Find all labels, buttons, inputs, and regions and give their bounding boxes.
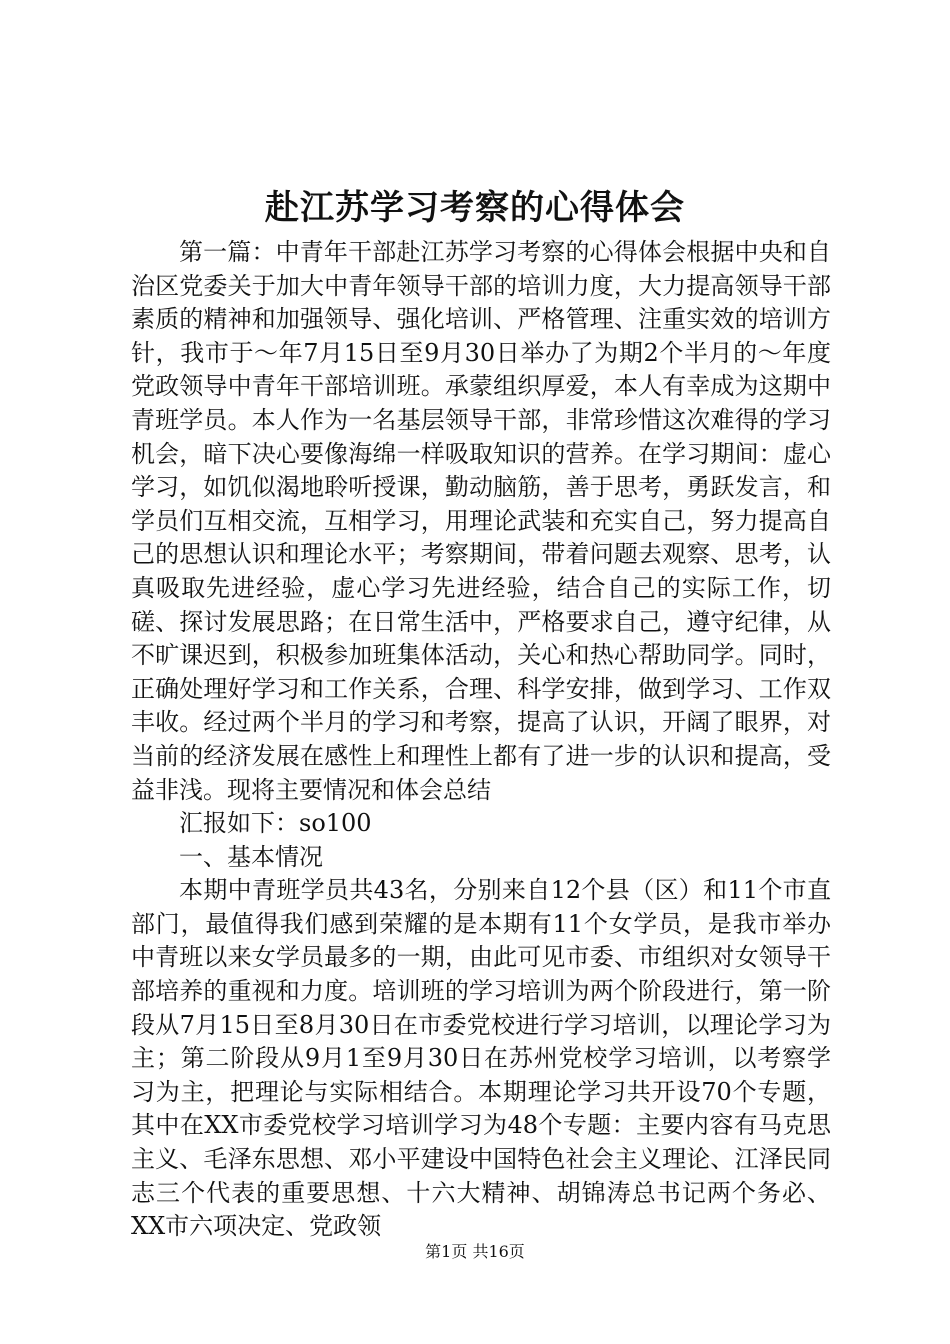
page-number-footer: 第1页 共16页 <box>425 1242 525 1261</box>
paragraph-report: 汇报如下：so100 <box>179 809 372 838</box>
paragraph-basic-info: 本期中青班学员共43名，分别来自12个县（区）和11个市直部门，最值得我们感到荣耀的是本期有11个女学员，是我市举办中青班以来女学员最多的一期，由此可见市委、市组织对女领导干部培养的重视和力度。培训班的学习培训为两个阶段进行，第一阶段从7月15日至8月30日在市委党校进行学习培训，以理论学习为主；第二阶段从9月1至9月30日在苏州党校学习培训，以考察学习为主，把理论与实际相结合。本期理论学习共开设70个专题，其中在XX市委党校学习培训学习为48个专题：主要内容有马克思主义、毛泽东思想、邓小平建设中国特色社会主义理论、江泽民同志三个代表的重要思想、十六大精神、胡锦涛总书记两个务必、XX市六项决定、党政领 <box>131 876 831 1241</box>
paragraph-intro: 第一篇：中青年干部赴江苏学习考察的心得体会根据中央和自治区党委关于加大中青年领导干部的培训力度，大力提高领导干部素质的精神和加强领导、强化培训、严格管理、注重实效的培训方针，我市于～年7月15日至9月30日举办了为期2个半月的～年度党政领导中青年干部培训班。承蒙组织厚爱，本人有幸成为这期中青班学员。本人作为一名基层领导干部，非常珍惜这次难得的学习机会，暗下决心要像海绵一样吸取知识的营养。在学习期间：虚心学习，如饥似渴地聆听授课，勤动脑筋，善于思考，勇跃发言，和学员们互相交流，互相学习，用理论武装和充实自己，努力提高自己的思想认识和理论水平；考察期间，带着问题去观察、思考，认真吸取先进经验，虚心学习先进经验，结合自己的实际工作，切磋、探讨发展思路；在日常生活中，严格要求自己，遵守纪律，从不旷课迟到，积极参加班集体活动，关心和热心帮助同学。同时，正确处理好学习和工作关系，合理、科学安排，做到学习、工作双丰收。经过两个半月的学习和考察，提高了认识，开阔了眼界，对当前的经济发展在感性上和理性上都有了进一步的认识和提高，受益非浅。现将主要情况和体会总结 <box>131 238 831 804</box>
document-title: 赴江苏学习考察的心得体会 <box>265 188 685 228</box>
document-body <box>131 236 831 1244</box>
section-heading-basic-info: 一、基本情况 <box>179 842 323 871</box>
